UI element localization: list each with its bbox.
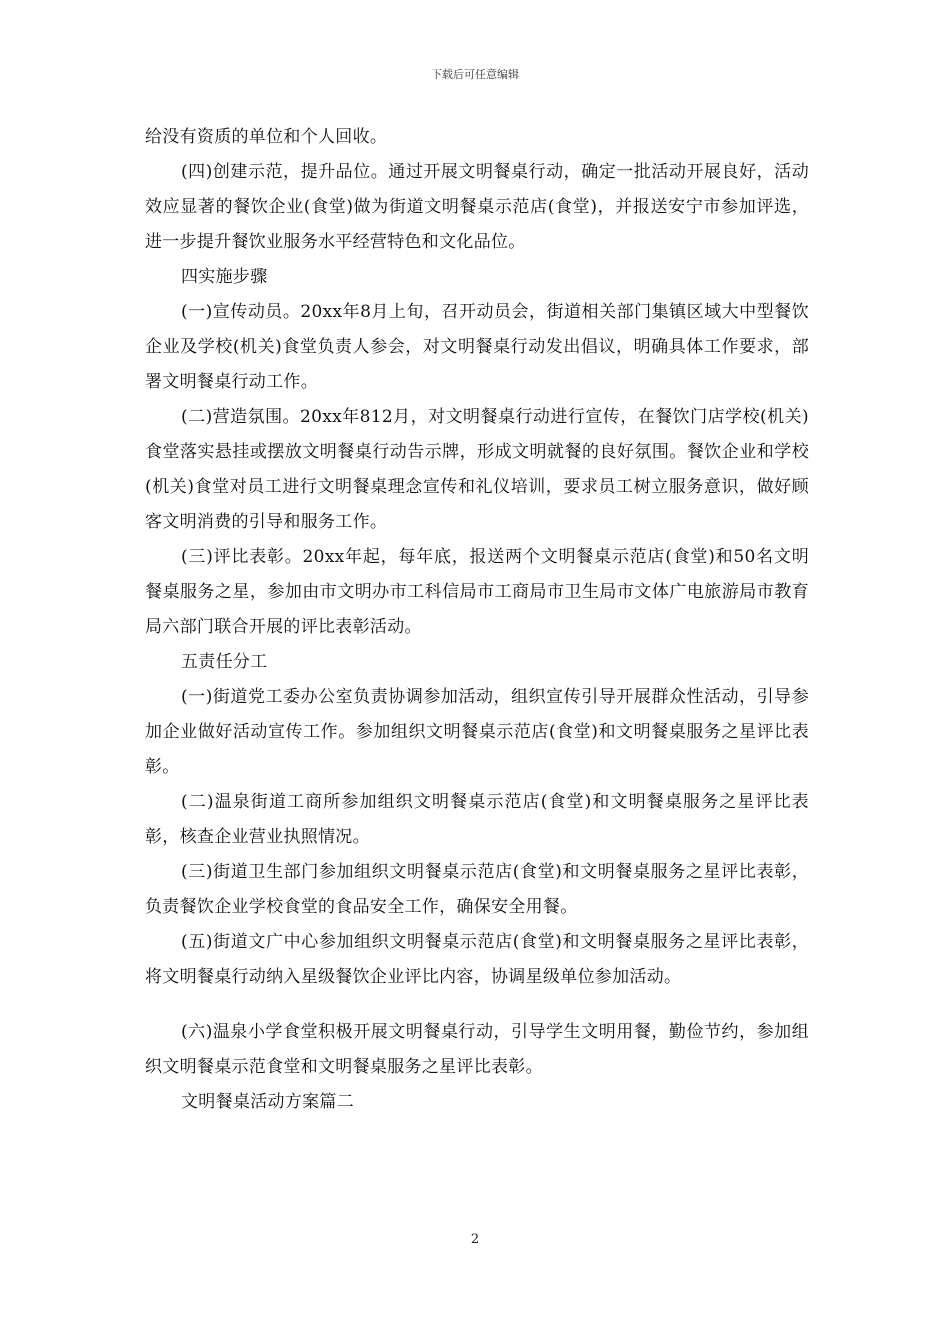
document-body xyxy=(145,120,809,1120)
page-number: 2 xyxy=(470,1232,480,1247)
page-header: 下载后可任意编辑 xyxy=(431,68,519,81)
section-heading: 五责任分工 xyxy=(181,652,268,672)
section-heading: 文明餐桌活动方案篇二 xyxy=(181,1092,354,1112)
paragraph: 给没有资质的单位和个人回收。 xyxy=(145,127,388,147)
paragraph: (三)评比表彰。20xx年起，每年底，报送两个文明餐桌示范店(食堂)和50名文明餐桌服务之星，参加由市文明办市工科信局市工商局市卫生局市文体广电旅游局市教育局六部门联合开展的评比表彰活动。 xyxy=(145,547,809,637)
paragraph: (一)街道党工委办公室负责协调参加活动，组织宣传引导开展群众性活动，引导参加企业做好活动宣传工作。参加组织文明餐桌示范店(食堂)和文明餐桌服务之星评比表彰。 xyxy=(145,687,809,777)
section-heading: 四实施步骤 xyxy=(181,267,268,287)
paragraph: (三)街道卫生部门参加组织文明餐桌示范店(食堂)和文明餐桌服务之星评比表彰，负责餐饮企业学校食堂的食品安全工作，确保安全用餐。 xyxy=(145,862,809,917)
paragraph: (六)温泉小学食堂积极开展文明餐桌行动，引导学生文明用餐，勤俭节约，参加组织文明餐桌示范食堂和文明餐桌服务之星评比表彰。 xyxy=(145,1022,809,1077)
paragraph: (二)营造氛围。20xx年812月，对文明餐桌行动进行宣传，在餐饮门店学校(机关)食堂落实悬挂或摆放文明餐桌行动告示牌，形成文明就餐的良好氛围。餐饮企业和学校(机关)食堂对员工进行文明餐桌理念宣传和礼仪培训，要求员工树立服务意识，做好顾客文明消费的引导和服务工作。 xyxy=(145,407,809,532)
paragraph: (一)宣传动员。20xx年8月上旬，召开动员会，街道相关部门集镇区域大中型餐饮企业及学校(机关)食堂负责人参会，对文明餐桌行动发出倡议，明确具体工作要求，部署文明餐桌行动工作。 xyxy=(145,302,809,392)
paragraph: (二)温泉街道工商所参加组织文明餐桌示范店(食堂)和文明餐桌服务之星评比表彰，核查企业营业执照情况。 xyxy=(145,792,809,847)
paragraph: (五)街道文广中心参加组织文明餐桌示范店(食堂)和文明餐桌服务之星评比表彰，将文明餐桌行动纳入星级餐饮企业评比内容，协调星级单位参加活动。 xyxy=(145,932,809,987)
paragraph: (四)创建示范，提升品位。通过开展文明餐桌行动，确定一批活动开展良好，活动效应显著的餐饮企业(食堂)做为街道文明餐桌示范店(食堂)，并报送安宁市参加评选，进一步提升餐饮业服务水平经营特色和文化品位。 xyxy=(145,162,809,252)
